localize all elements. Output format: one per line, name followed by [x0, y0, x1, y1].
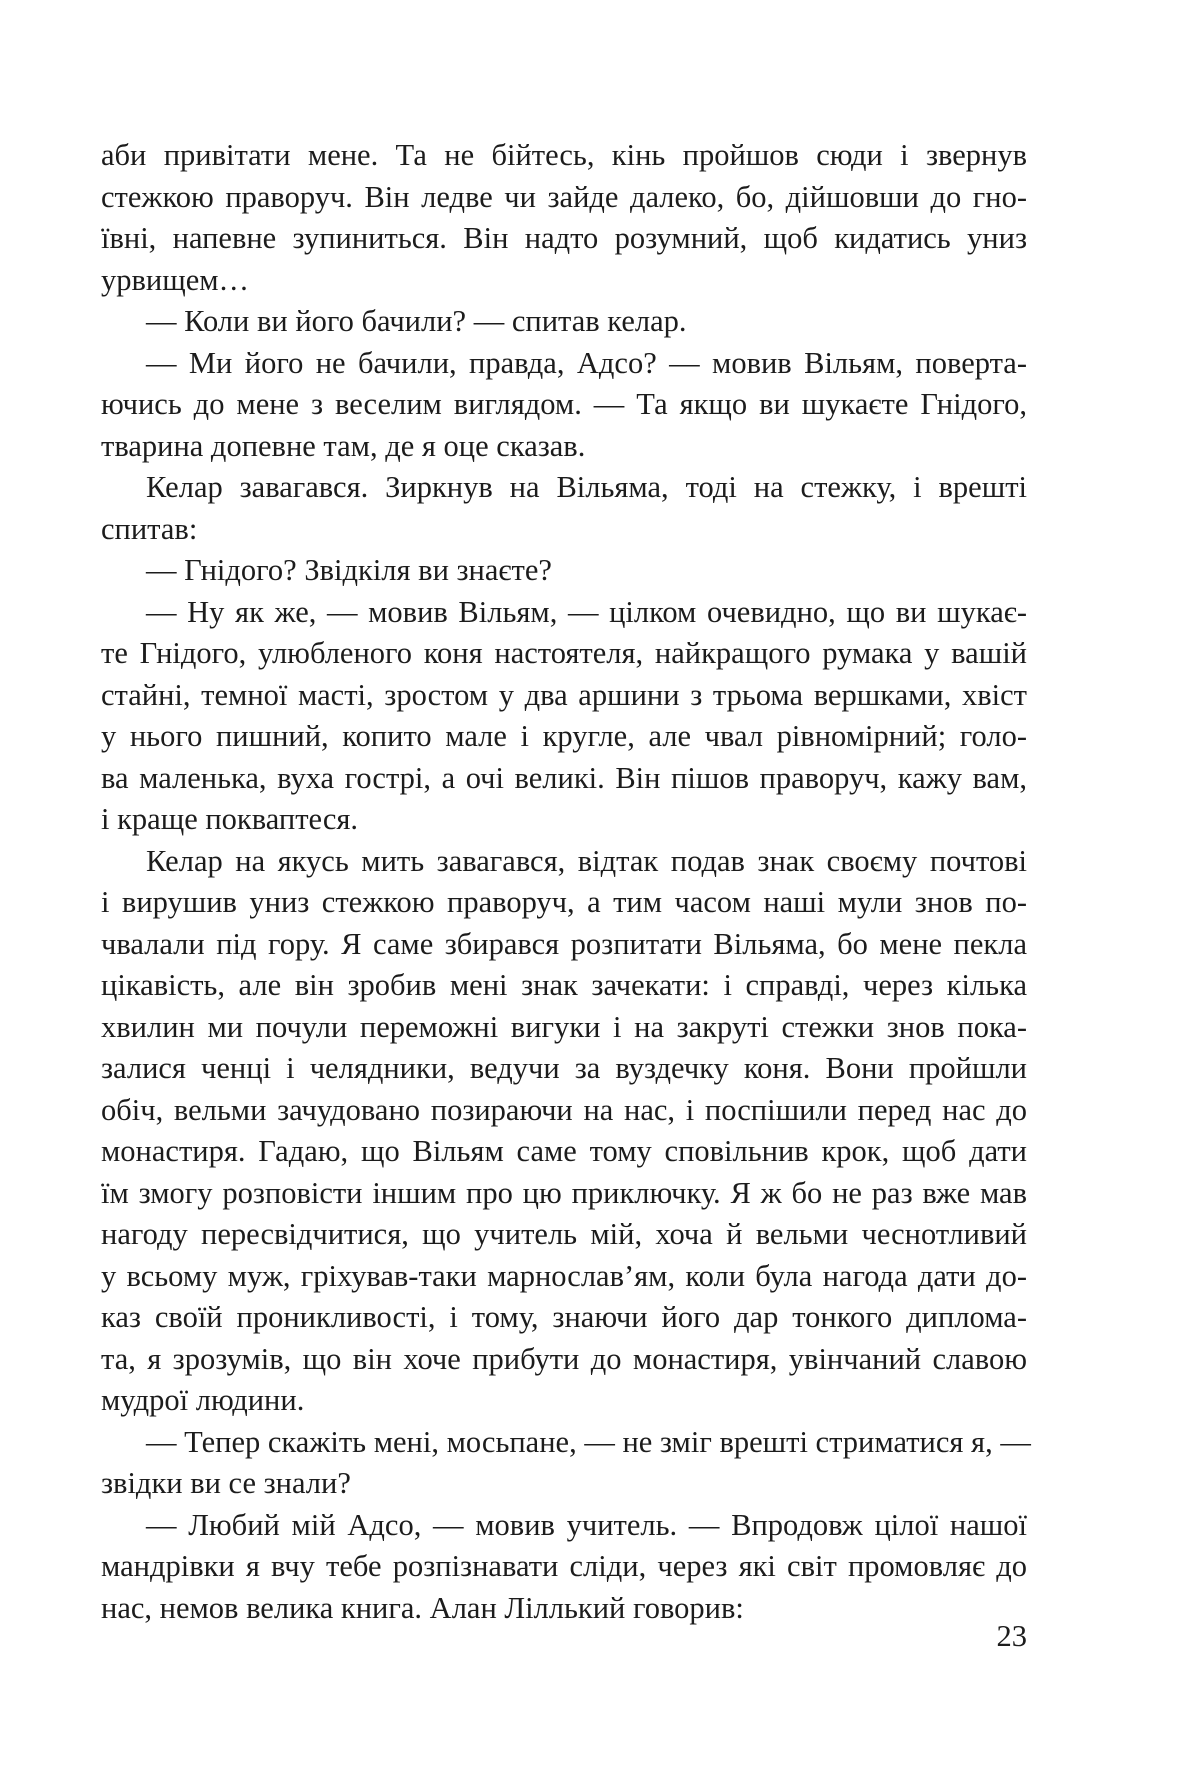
- text-line: у всьому муж, гріхував-таки марнослав’ям, коли була нагода дати до-: [101, 1258, 1027, 1293]
- text-line: чвалали під гору. Я саме збирався розпитати Вільяма, бо мене пекла: [101, 926, 1027, 961]
- text-line: та, я зрозумів, що він хоче прибути до монастиря, увінчаний славою: [101, 1341, 1027, 1376]
- text-line: — Гнідого? Звідкіля ви знаєте?: [146, 553, 552, 587]
- text-line: спитав:: [101, 511, 198, 546]
- text-line: мудрої людини.: [101, 1383, 305, 1417]
- text-line: — Ну як же, — мовив Вільям, — цілком очевидно, що ви шукає-: [146, 594, 1027, 629]
- text-line: аби привітати мене. Та не бійтесь, кінь пройшов сюди і звернув: [101, 138, 1027, 172]
- text-line: ївні, напевне зупиниться. Він надто розумний, щоб кидатись униз: [101, 221, 1027, 255]
- text-line: Келар на якусь мить завагався, відтак подав знак своєму почтові: [146, 843, 1027, 878]
- text-line: — Коли ви його бачили? — спитав келар.: [146, 304, 687, 338]
- text-line: — Тепер скажіть мені, мосьпане, — не зміг врешті стриматися я, —: [146, 1424, 1031, 1459]
- text-line: у нього пишний, копито мале і кругле, але чвал рівномірний; голо-: [101, 719, 1027, 753]
- body-text: [101, 135, 1031, 1629]
- text-line: залися ченці і челядники, ведучи за вуздечку коня. Вони пройшли: [101, 1051, 1027, 1085]
- text-line: — Ми його не бачили, правда, Адсо? — мовив Вільям, поверта-: [146, 345, 1027, 380]
- text-line: те Гнідого, улюбленого коня настоятеля, найкращого румака у вашій: [101, 636, 1027, 670]
- text-line: стежкою праворуч. Він ледве чи зайде далеко, бо, дійшовши до гно-: [101, 179, 1027, 214]
- text-line: і вирушив униз стежкою праворуч, а тим часом наші мули знов по-: [101, 885, 1027, 919]
- text-line: ва маленька, вуха гострі, а очі великі. Він пішов праворуч, кажу вам,: [101, 760, 1027, 795]
- text-line: обіч, вельми зачудовано позираючи на нас, і поспішили перед нас до: [101, 1092, 1027, 1127]
- text-line: стайні, темної масті, зростом у два аршини з трьома вершками, хвіст: [101, 677, 1027, 712]
- text-line: монастиря. Гадаю, що Вільям саме тому сповільнив крок, щоб дати: [101, 1134, 1027, 1168]
- text-line: і краще покваптеся.: [101, 802, 359, 836]
- text-line: цікавість, але він зробив мені знак зачекати: і справді, через кілька: [101, 968, 1027, 1002]
- page-number: 23: [996, 1619, 1027, 1653]
- text-line: мандрівки я вчу тебе розпізнавати сліди, через які світ промовляє до: [101, 1549, 1027, 1583]
- text-line: їм змогу розповісти іншим про цю приключку. Я ж бо не раз вже мав: [101, 1175, 1027, 1210]
- text-line: тварина допевне там, де я оце сказав.: [101, 428, 586, 463]
- text-line: Келар завагався. Зиркнув на Вільяма, тоді на стежку, і врешті: [146, 470, 1027, 504]
- text-line: нас, немов велика книга. Алан Ліллький говорив:: [101, 1590, 744, 1625]
- text-line: урвищем…: [101, 262, 250, 297]
- text-line: нагоду пересвідчитися, що учитель мій, хоча й вельми чеснотливий: [101, 1217, 1027, 1251]
- text-line: ючись до мене з веселим виглядом. — Та якщо ви шукаєте Гнідого,: [101, 387, 1027, 421]
- text-line: каз своїй проникливості, і тому, знаючи його дар тонкого диплома-: [101, 1300, 1027, 1334]
- text-line: звідки ви се знали?: [101, 1466, 351, 1500]
- text-line: — Любий мій Адсо, — мовив учитель. — Впродовж цілої нашої: [146, 1507, 1027, 1542]
- text-line: хвилин ми почули переможні вигуки і на закруті стежки знов пока-: [101, 1009, 1027, 1044]
